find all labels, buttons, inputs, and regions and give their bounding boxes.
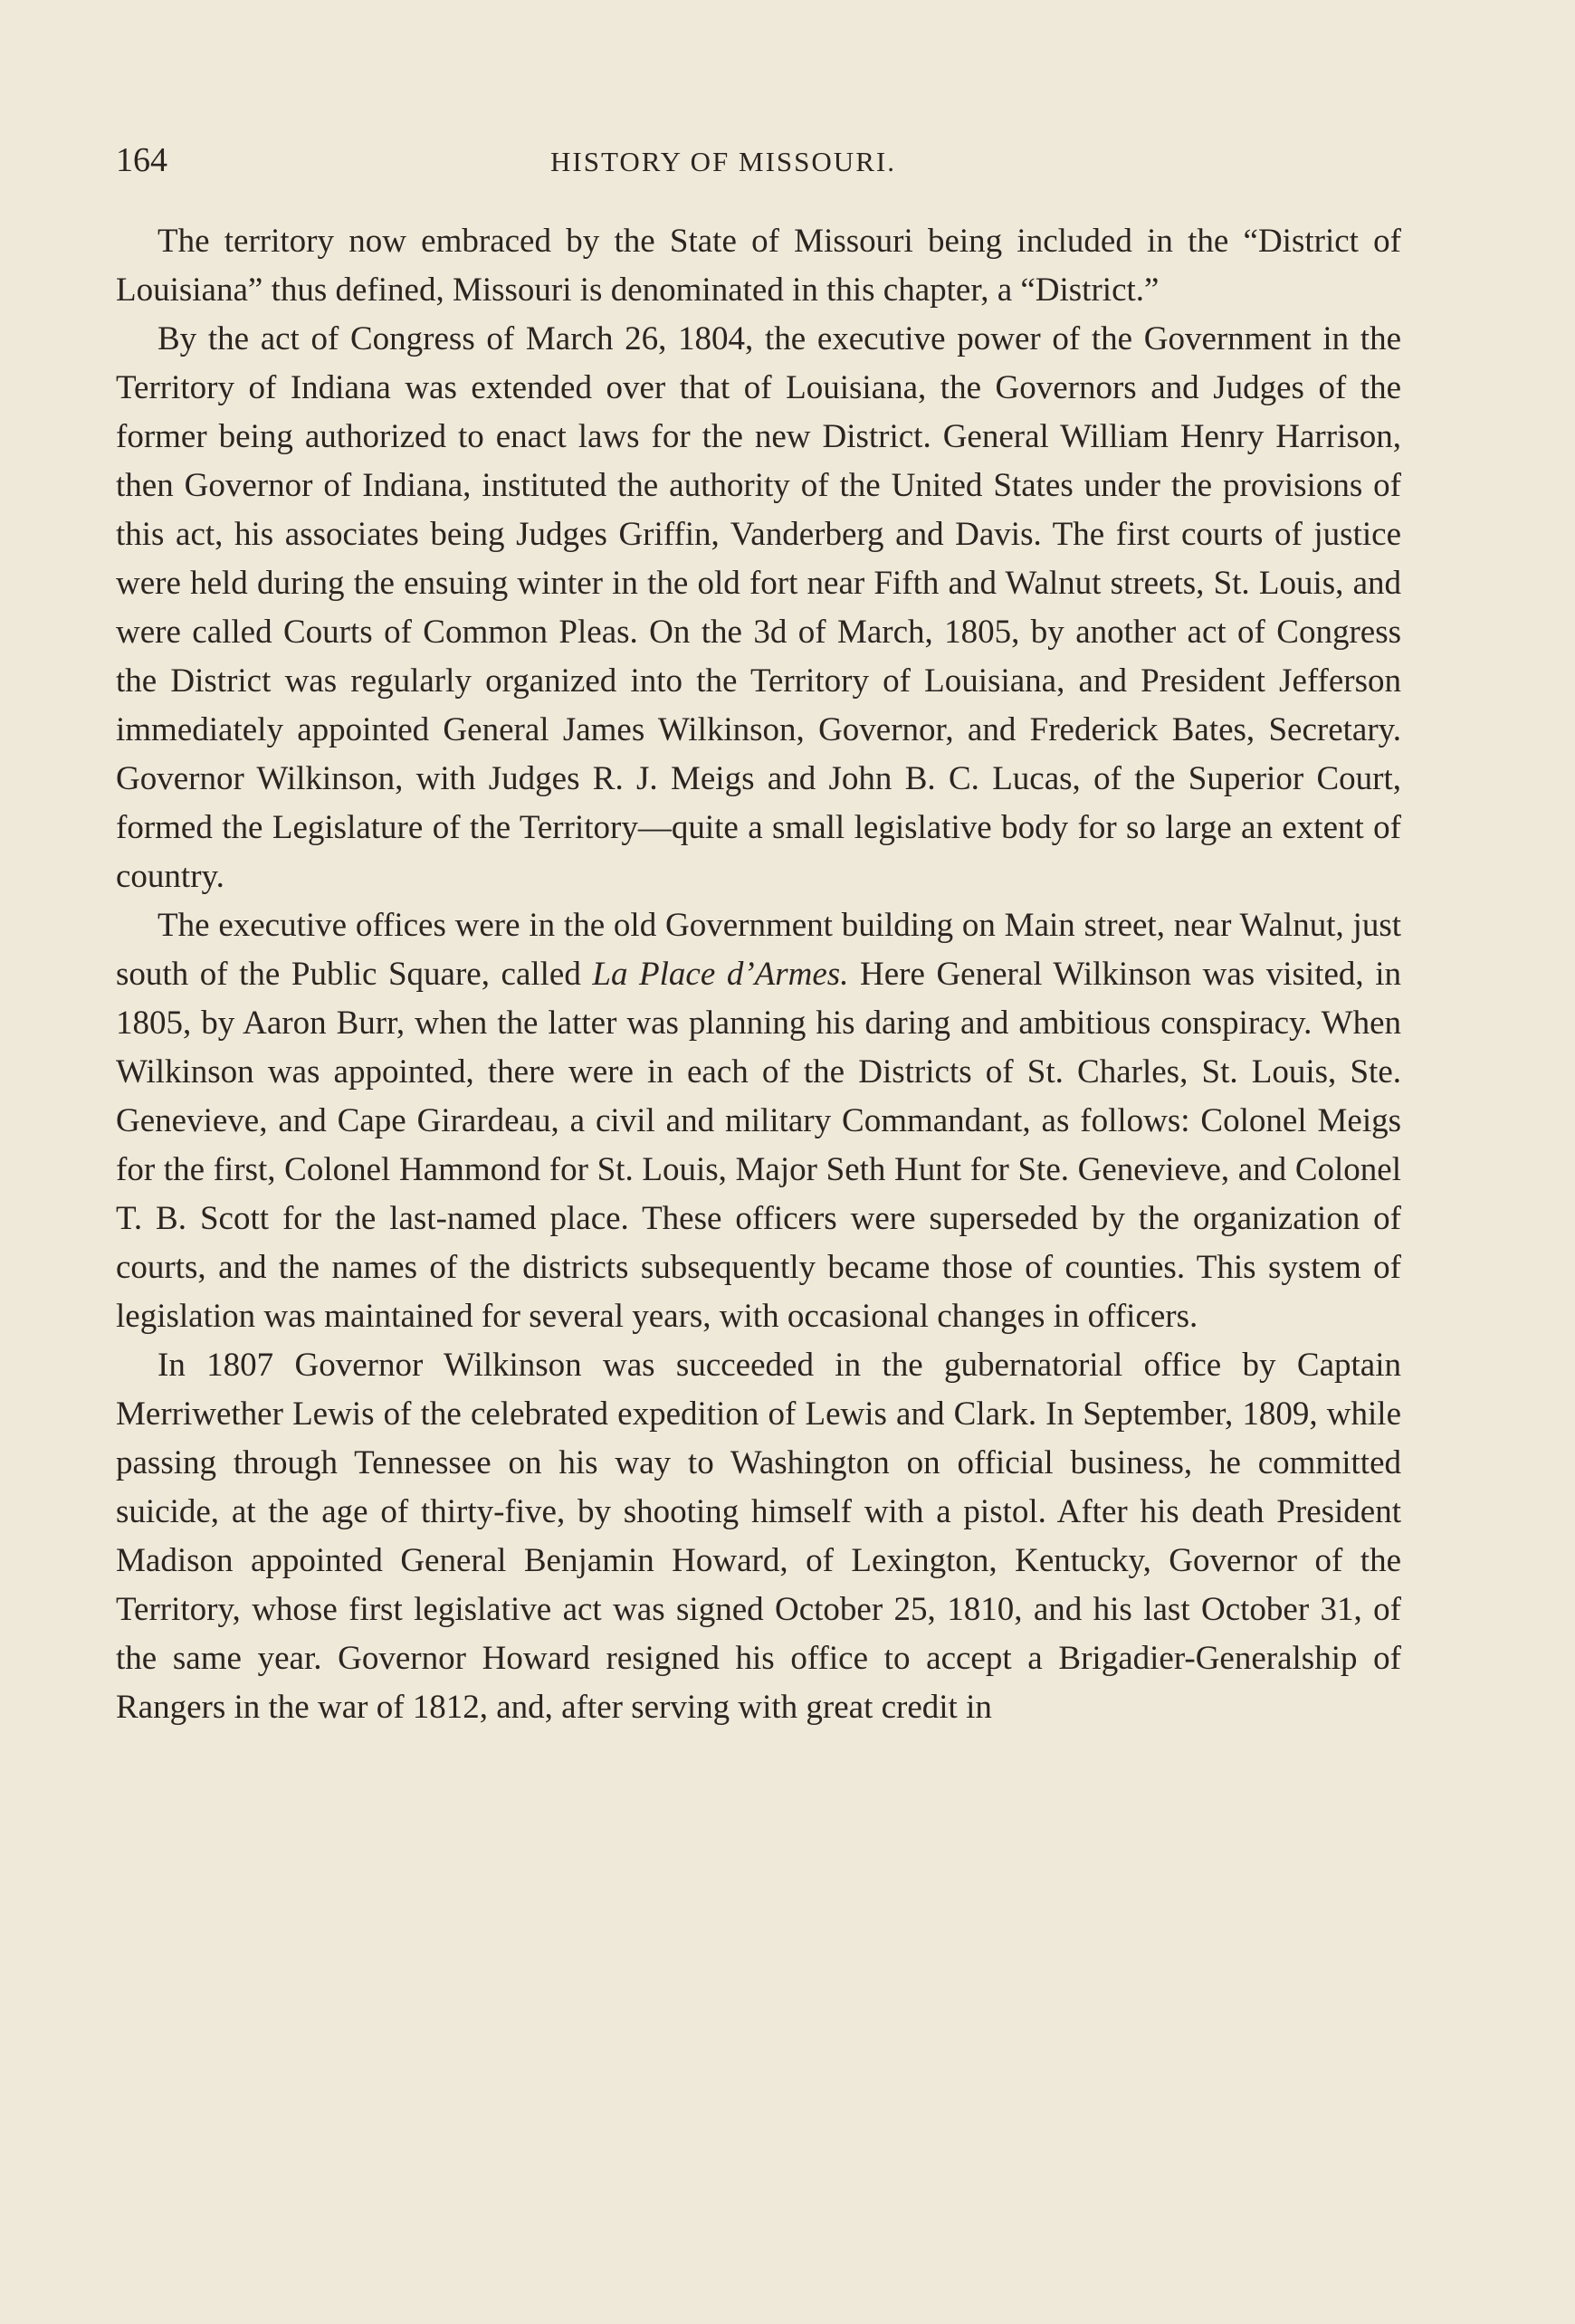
page-number: 164 xyxy=(116,141,167,179)
paragraph-3 xyxy=(116,901,1401,1341)
page-header xyxy=(116,140,1401,195)
body-text xyxy=(116,217,1401,1732)
paragraph-3-italic-phrase: La Place d’Armes. xyxy=(592,956,849,993)
paragraph-2: By the act of Congress of March 26, 1804, the executive power of the Government in the Territory of Indiana was extended over that of Louisiana, the Governors and Judges of the former being authorized to enact laws for the new District. General William Henry Harrison, then Governor of Indiana, instituted the authority of the United States under the provisions of this act, his associates being Judges Griffin, Vanderberg and Davis. The first courts of justice were held during the ensuing winter in the old fort near Fifth and Walnut streets, St. Louis, and were called Courts of Common Pleas. On the 3d of March, 1805, by another act of Congress the District was regularly organized into the Territory of Louisiana, and President Jefferson immediately appointed General James Wilkinson, Governor, and Frederick Bates, Secretary. Governor Wilkinson, with Judges R. J. Meigs and John B. C. Lucas, of the Superior Court, formed the Legislature of the Territory—quite a small legislative body for so large an extent of country. xyxy=(116,320,1401,895)
running-head: HISTORY OF MISSOURI. xyxy=(550,146,896,177)
paragraph-3-text-after: Here General Wilkinson was visited, in 1805, by Aaron Burr, when the latter was planning his daring and ambitious conspiracy. When Wilkinson was appointed, there were in each of the Districts of St. Charles, St. Louis, Ste. Genevieve, and Cape Girardeau, a civil and military Commandant, as follows: Colonel Meigs for the first, Colonel Hammond for St. Louis, Major Seth Hunt for Ste. Genevieve, and Colonel T. B. Scott for the last-named place. These officers were superseded by the organization of courts, and the names of the districts subsequently became those of counties. This system of legislation was maintained for several years, with occasional changes in officers. xyxy=(116,956,1401,1335)
paragraph-4: In 1807 Governor Wilkinson was succeeded in the gubernatorial office by Captain Merriwether Lewis of the celebrated expedition of Lewis and Clark. In September, 1809, while passing through Tennessee on his way to Washington on official business, he committed suicide, at the age of thirty-five, by shooting himself with a pistol. After his death President Madison appointed General Benjamin Howard, of Lexington, Kentucky, Governor of the Territory, whose first legislative act was signed October 25, 1810, and his last October 31, of the same year. Governor Howard resigned his office to accept a Brigadier-Generalship of Rangers in the war of 1812, and, after serving with great credit in xyxy=(116,1347,1401,1726)
paragraph-1: The territory now embraced by the State of Missouri being included in the “District of Louisiana” thus defined, Missouri is denominated in this chapter, a “District.” xyxy=(116,223,1401,309)
paragraph-3-text-before: The executive offices were in the old Government building on Main street, near Walnut, just south of the Public Square, called xyxy=(116,907,1401,993)
